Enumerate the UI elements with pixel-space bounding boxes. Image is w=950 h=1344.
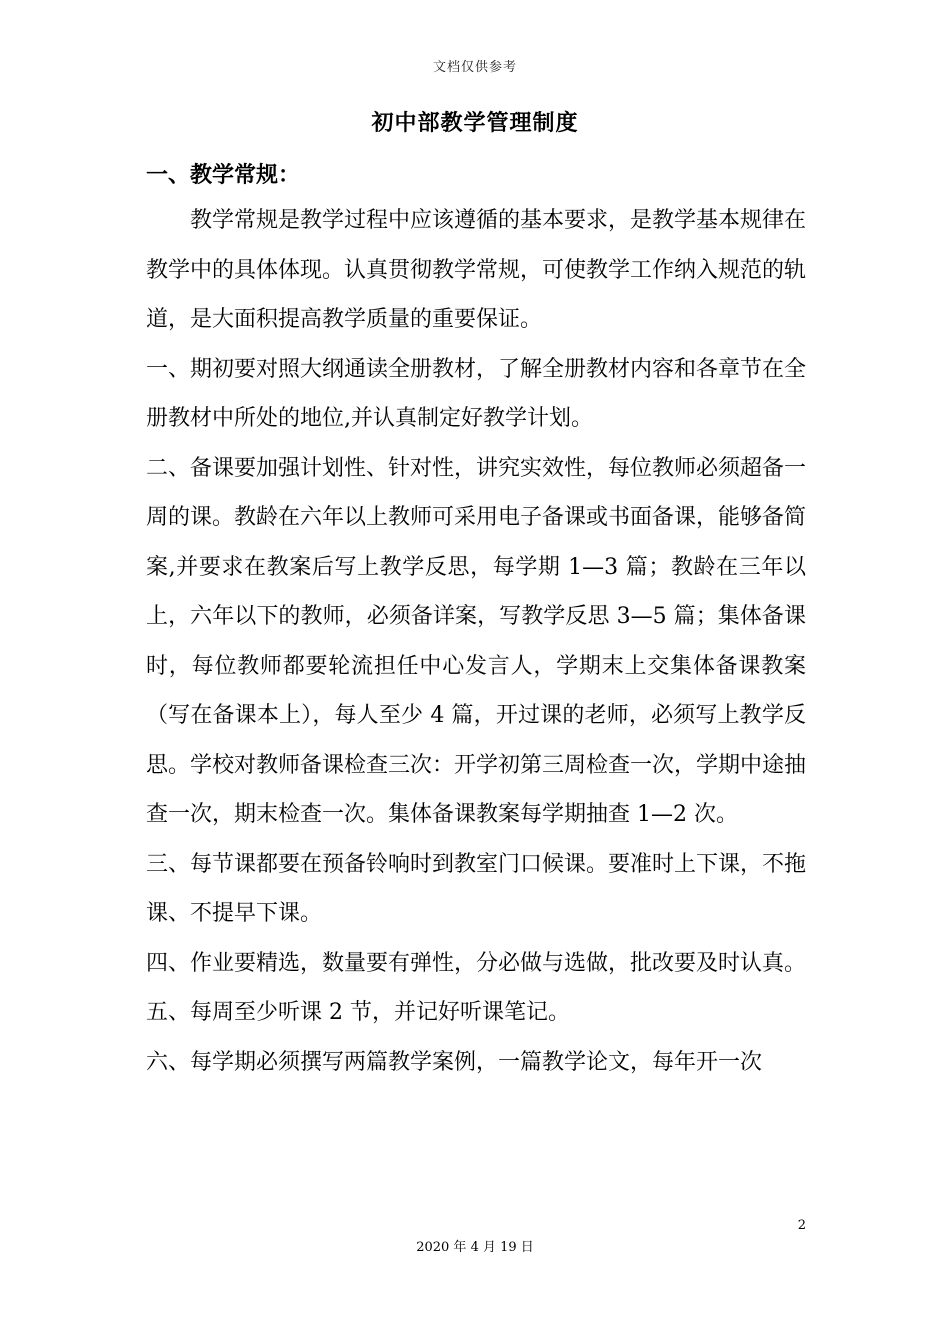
page-number: 2 [797, 1218, 806, 1233]
header-note: 文档仅供参考 [432, 60, 517, 75]
paragraph-item-3: 三、每节课都要在预备铃响时到教室门口候课。要准时上下课，不拖课、不提早下课。 [146, 851, 807, 926]
paragraph-intro: 教学常规是教学过程中应该遵循的基本要求，是教学基本规律在教学中的具体体现。认真贯彻教学常规，可使教学工作纳入规范的轨道，是大面积提高教学质量的重要保证。 [146, 208, 807, 332]
footer-date: 2020 年 4 月 19 日 [416, 1240, 534, 1255]
section-heading: 一、教学常规： [146, 162, 301, 188]
paragraph-item-1: 一、期初要对照大纲通读全册教材，了解全册教材内容和各章节在全册教材中所处的地位,并认真制定好教学计划。 [146, 356, 807, 431]
document-title: 初中部教学管理制度 [371, 110, 579, 136]
paragraph-item-2: 二、备课要加强计划性、针对性，讲究实效性，每位教师必须超备一周的课。教龄在六年以上教师可采用电子备课或书面备课，能够备简案,并要求在教案后写上教学反思，每学期 1—3 篇；教龄在三年以上，六年以下的教师，必须备详案，写教学反思 3—5 篇；集体备课时，每位教师都要轮流担任中心发言人，学期末上交集体备课教案（写在备课本上），每人至少 4 篇，开过课的老师，必须写上教学反思。学校对教师备课检查三次：开学初第三周检查一次，学期中途抽查一次，期末检查一次。集体备课教案每学期抽查 1—2 次。 [146, 455, 807, 827]
paragraph-item-5: 五、每周至少听课 2 节，并记好听课笔记。 [146, 1000, 570, 1025]
paragraph-item-4: 四、作业要精选，数量要有弹性，分必做与选做，批改要及时认真。 [146, 950, 807, 976]
body-text [146, 196, 806, 1087]
paragraph-item-6: 六、每学期必须撰写两篇教学案例，一篇教学论文，每年开一次 [146, 1049, 763, 1075]
